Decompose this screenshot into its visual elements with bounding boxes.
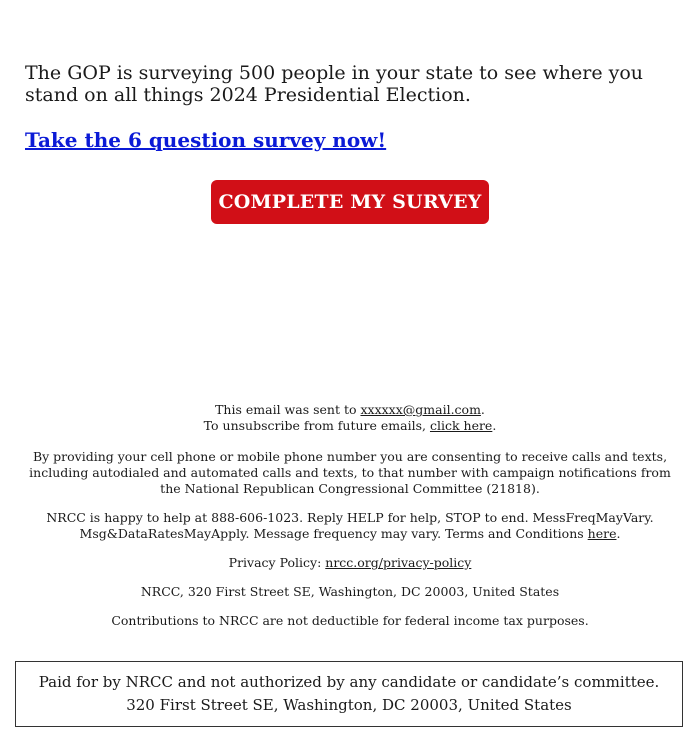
help-line: [20, 510, 680, 542]
unsubscribe-suffix: .: [492, 418, 497, 433]
help-suffix: .: [616, 526, 621, 541]
privacy-policy-link[interactable]: nrcc.org/privacy-policy: [325, 555, 472, 570]
unsubscribe-line: [20, 418, 680, 434]
complete-survey-button[interactable]: COMPLETE MY SURVEY: [211, 180, 489, 224]
privacy-line: [20, 555, 680, 571]
intro-text: The GOP is surveying 500 people in your state to see where you stand on all things 2024 Presidential Election.: [25, 62, 644, 106]
paid-for-disclaimer-box: [15, 661, 683, 727]
help-text: NRCC is happy to help at 888-606-1023. Reply HELP for help, STOP to end. MessFreqMayVary. Msg&DataRatesMayApply. Message frequency may vary. Terms and Conditions: [46, 510, 654, 541]
sent-to-prefix: This email was sent to: [215, 402, 361, 417]
sent-to-line: [20, 402, 680, 418]
recipient-email-link[interactable]: xxxxxx@gmail.com: [360, 402, 481, 417]
sms-consent-text: By providing your cell phone or mobile phone number you are consenting to receive calls and texts, including autodialed and automated calls and texts, to that number with campaign notifications from the National Republican Congressional Committee (21818).: [29, 449, 671, 496]
sent-to-suffix: .: [480, 402, 485, 417]
unsubscribe-prefix: To unsubscribe from future emails,: [203, 418, 430, 433]
privacy-prefix: Privacy Policy:: [228, 555, 326, 570]
unsubscribe-link[interactable]: click here: [429, 418, 493, 433]
survey-link[interactable]: Take the 6 question survey now!: [25, 128, 387, 152]
mailing-address: NRCC, 320 First Street SE, Washington, DC 20003, United States: [140, 584, 560, 599]
terms-link[interactable]: here: [587, 526, 617, 541]
contributions-disclaimer: Contributions to NRCC are not deductible for federal income tax purposes.: [111, 613, 589, 628]
paid-for-text: Paid for by NRCC and not authorized by any candidate or candidate’s committee. 320 First Street SE, Washington, DC 20003, United States: [38, 673, 660, 714]
email-footer: [20, 402, 680, 629]
